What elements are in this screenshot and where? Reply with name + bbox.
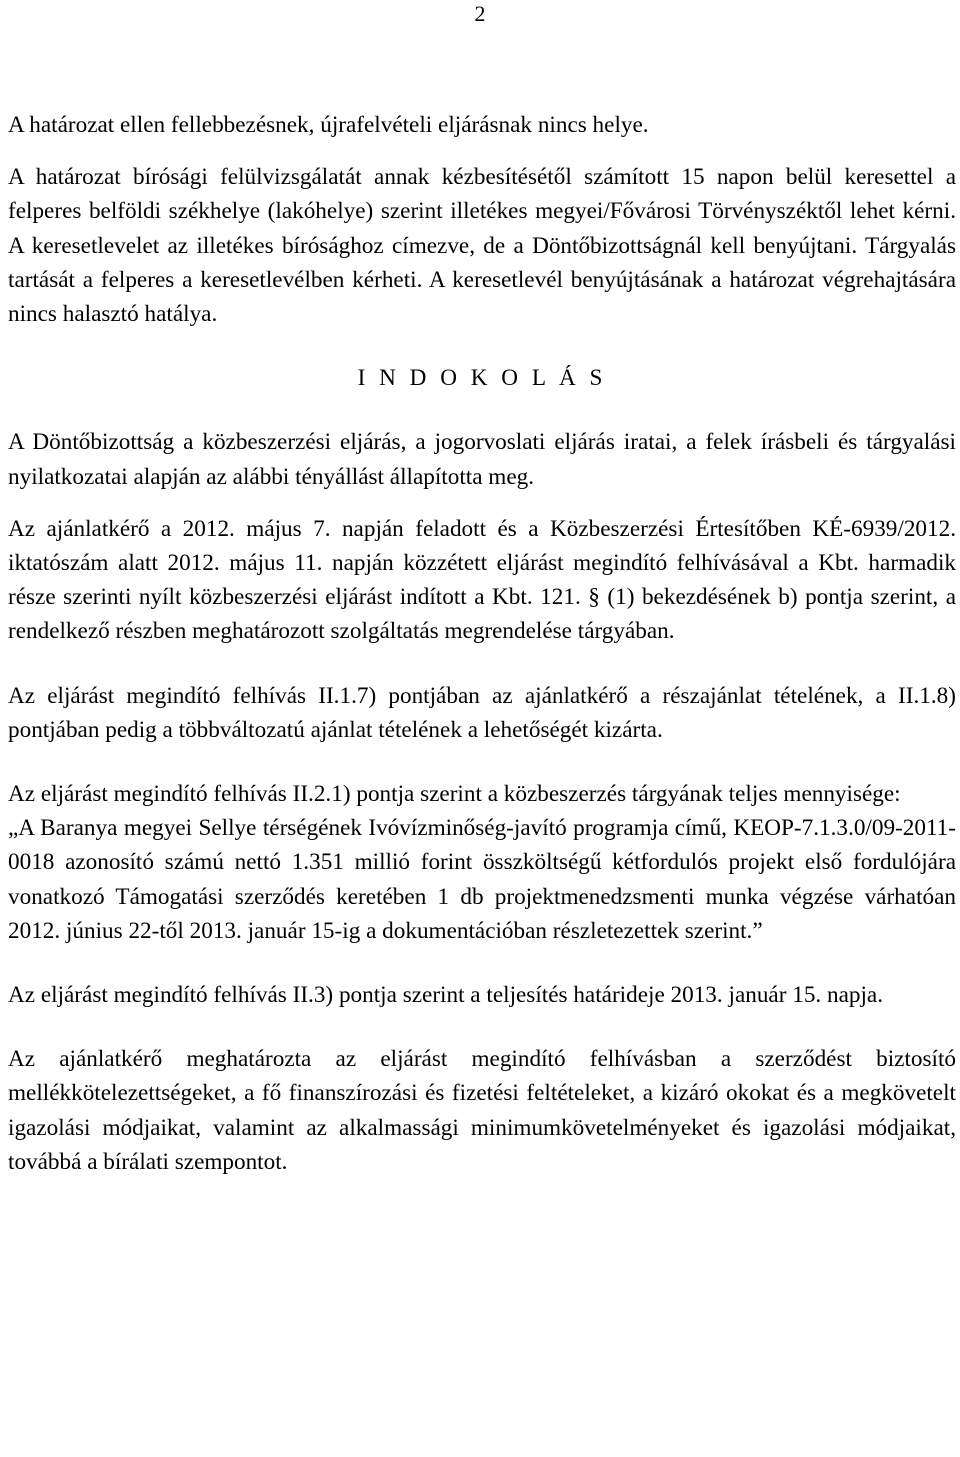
partial-offer-paragraph: Az eljárást megindító felhívás II.1.7) pontjában az ajánlatkérő a részajánlat tételének, a II.1.8) pontjában pedig a többváltozatú ajánlat tételének a lehetőségét kizárta.	[8, 682, 956, 743]
section-heading-indokolas: I N D O K O L Á S	[357, 365, 607, 392]
judicial-review-paragraph: A határozat bírósági felülvizsgálatát annak kézbesítésétől számított 15 napon belül keresettel a felperes belföldi székhelye (lakóhelye) szerint illetékes megyei/Fővárosi Törvényszéktől lehet kérni. A keresetlevelet az illetékes bírósághoz címezve, de a Döntőbizottságnál kell benyújtani. Tárgyalás tartását a felperes a keresetlevélben kérheti. A keresetlevél benyújtásának a határozat végrehajtására nincs halasztó hatálya.	[8, 164, 956, 328]
findings-intro-paragraph: A Döntőbizottság a közbeszerzési eljárás, a jogorvoslati eljárás iratai, a felek írásbeli és tárgyalási nyilatkozatai alapján az alábbi tényállást állapította meg.	[8, 429, 956, 490]
document-body	[8, 108, 956, 1179]
requirements-paragraph: Az ajánlatkérő meghatározta az eljárást megindító felhívásban a szerződést biztosító mellékkötelezettségeket, a fő finanszírozási és fizetési feltételeket, a kizáró okokat és a megkövetelt igazolási módjaikat, valamint az alkalmassági minimumkövetelményeket és igazolási módjaikat, továbbá a bírálati szempontot.	[8, 1046, 956, 1175]
deadline-paragraph: Az eljárást megindító felhívás II.3) pontja szerint a teljesítés határideje 2013. január 15. napja.	[8, 982, 884, 1009]
procedure-launch-paragraph: Az ajánlatkérő a 2012. május 7. napján feladott és a Közbeszerzési Értesítőben KÉ-6939/2012. iktatószám alatt 2012. május 11. napján közzétett eljárást megindító felhívásával a Kbt. harmadik része szerinti nyílt közbeszerzési eljárást indított a Kbt. 121. § (1) bekezdésének b) pontja szerint, a rendelkező részben meghatározott szolgáltatás megrendelése tárgyában.	[8, 515, 956, 645]
quantity-intro-paragraph: Az eljárást megindító felhívás II.2.1) pontja szerint a közbeszerzés tárgyának teljes mennyisége:	[8, 781, 901, 808]
appeal-notice-paragraph: A határozat ellen fellebbezésnek, újrafelvételi eljárásnak nincs helye.	[8, 112, 649, 138]
page-number: 2	[474, 1, 486, 26]
quantity-quote-paragraph: „A Baranya megyei Sellye térségének Ivóvízminőség-javító programja című, KEOP-7.1.3.0/09-2011-0018 azonosító számú nettó 1.351 millió forint összköltségű kétfordulós projekt első fordulójára vonatkozó Támogatási szerződés keretében 1 db projektmenedzsmenti munka végzése várhatóan 2012. június 22-től 2013. január 15-ig a dokumentációban részletezettek szerint.”	[8, 815, 956, 944]
